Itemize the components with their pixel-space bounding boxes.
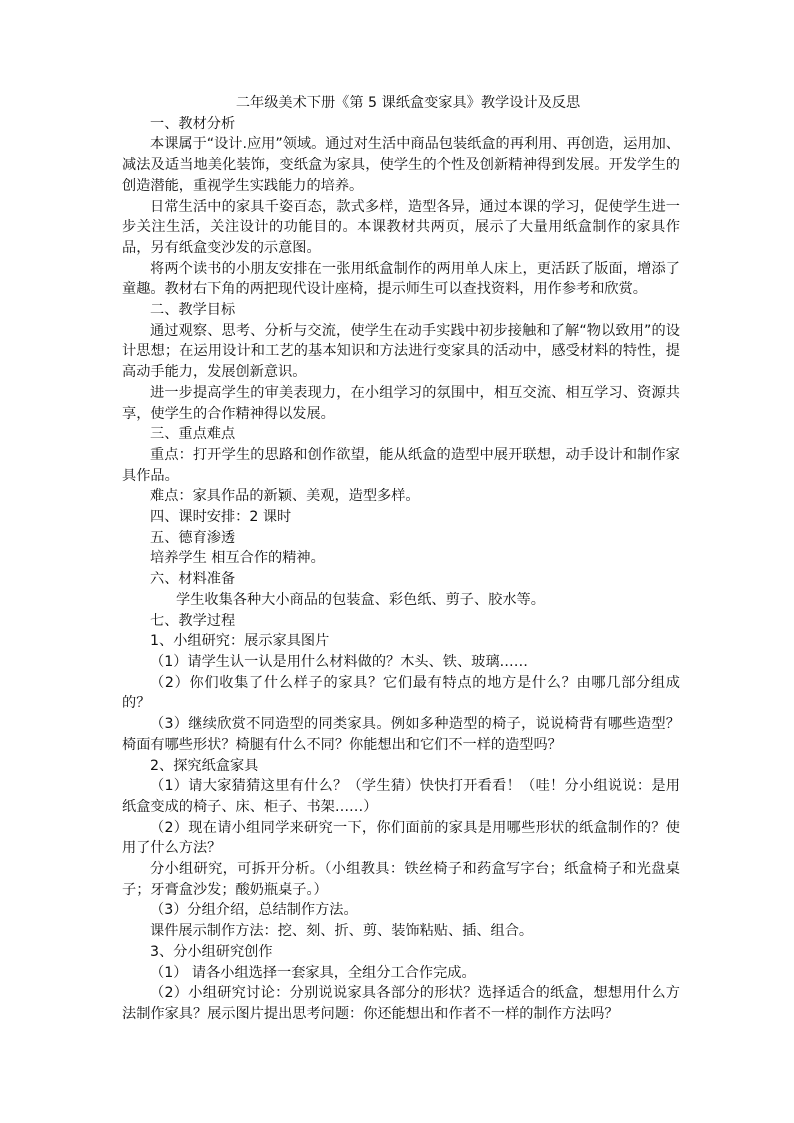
section-heading-5: 五、德育渗透	[150, 529, 236, 546]
paragraph: 难点：家具作品的新颖、美观，造型多样。	[150, 488, 420, 505]
paragraph: 课件展示制作方法：挖、刻、折、剪、装饰粘贴、插、组合。	[150, 923, 534, 940]
paragraph: 将两个读书的小朋友安排在一张用纸盒制作的两用单人床上，更活跃了版面，增添了童趣。教材右下角的两把现代设计座椅，提示师生可以查找资料，用作参考和欣赏。	[122, 260, 680, 298]
document-page	[122, 93, 680, 1025]
paragraph: 通过观察、思考、分析与交流，使学生在动手实践中初步接触和了解“物以致用”的设计思想；在运用设计和工艺的基本知识和方法进行变家具的活动中，感受材料的特性，提高动手能力，发展创新意识。	[122, 322, 680, 381]
list-item: （3）继续欣赏不同造型的同类家具。例如多种造型的椅子，说说椅背有哪些造型？椅面有哪些形状？椅腿有什么不同？你能想出和它们不一样的造型吗？	[122, 716, 680, 753]
list-item: （2）小组研究讨论：分别说说家具各部分的形状？选择适合的纸盒，想想用什么方法制作家具？展示图片提出思考问题：你还能想出和作者不一样的制作方法吗？	[122, 985, 680, 1022]
subsection-heading-2: 2、探究纸盒家具	[150, 757, 259, 774]
list-item: （2）你们收集了什么样子的家具？它们最有特点的地方是什么？由哪几部分组成的？	[122, 674, 680, 712]
section-heading-3: 三、重点难点	[150, 426, 236, 443]
list-item: （3）分组介绍，总结制作方法。	[150, 902, 358, 919]
paragraph: 进一步提高学生的审美表现力，在小组学习的氛围中，相互交流、相互学习、资源共享，使学生的合作精神得以发展。	[122, 384, 680, 422]
paragraph: 日常生活中的家具千姿百态，款式多样，造型各异，通过本课的学习，促使学生进一步关注生活，关注设计的功能目的。本课教材共两页，展示了大量用纸盒制作的家具作品，另有纸盒变沙发的示意图。	[122, 198, 680, 256]
subsection-heading-1: 1、小组研究：展示家具图片	[150, 633, 330, 650]
section-heading-2: 二、教学目标	[150, 302, 236, 319]
list-item: （1）请大家猜猜这里有什么？（学生猜）快快打开看看！（哇！分小组说说：是用纸盒变成的椅子、床、柜子、书架……）	[122, 778, 680, 815]
paragraph: 培养学生 相互合作的精神。	[150, 550, 325, 567]
paragraph: 学生收集各种大小商品的包装盒、彩色纸、剪子、胶水等。	[176, 591, 545, 608]
document-title: 二年级美术下册《第 5 课纸盒变家具》教学设计及反思	[235, 95, 581, 111]
paragraph: 分小组研究，可拆开分析。（小组教具：铁丝椅子和药盒写字台；纸盒椅子和光盘桌子；牙膏盒沙发；酸奶瓶桌子。）	[122, 861, 680, 898]
section-heading-4: 四、课时安排：2 课时	[150, 509, 292, 526]
paragraph: 重点：打开学生的思路和创作欲望，能从纸盒的造型中展开联想，动手设计和制作家具作品。	[122, 446, 680, 484]
paragraph: 本课属于“设计.应用”领域。通过对生活中商品包装纸盒的再利用、再创造，运用加、减法及适当地美化装饰，变纸盒为家具，使学生的个性及创新精神得到发展。开发学生的创造潜能，重视学生实践能力的培养。	[122, 136, 680, 194]
list-item: （2）现在请小组同学来研究一下，你们面前的家具是用哪些形状的纸盒制作的？使用了什么方法？	[122, 819, 680, 857]
list-item: （1） 请各小组选择一套家具，全组分工合作完成。	[150, 964, 476, 981]
section-heading-1: 一、教材分析	[150, 115, 236, 132]
list-item: （1）请学生认一认是用什么材料做的？木头、铁、玻璃……	[150, 653, 528, 670]
section-heading-6: 六、材料准备	[150, 571, 236, 588]
section-heading-7: 七、教学过程	[150, 612, 236, 629]
subsection-heading-3: 3、分小组研究创作	[150, 943, 273, 960]
